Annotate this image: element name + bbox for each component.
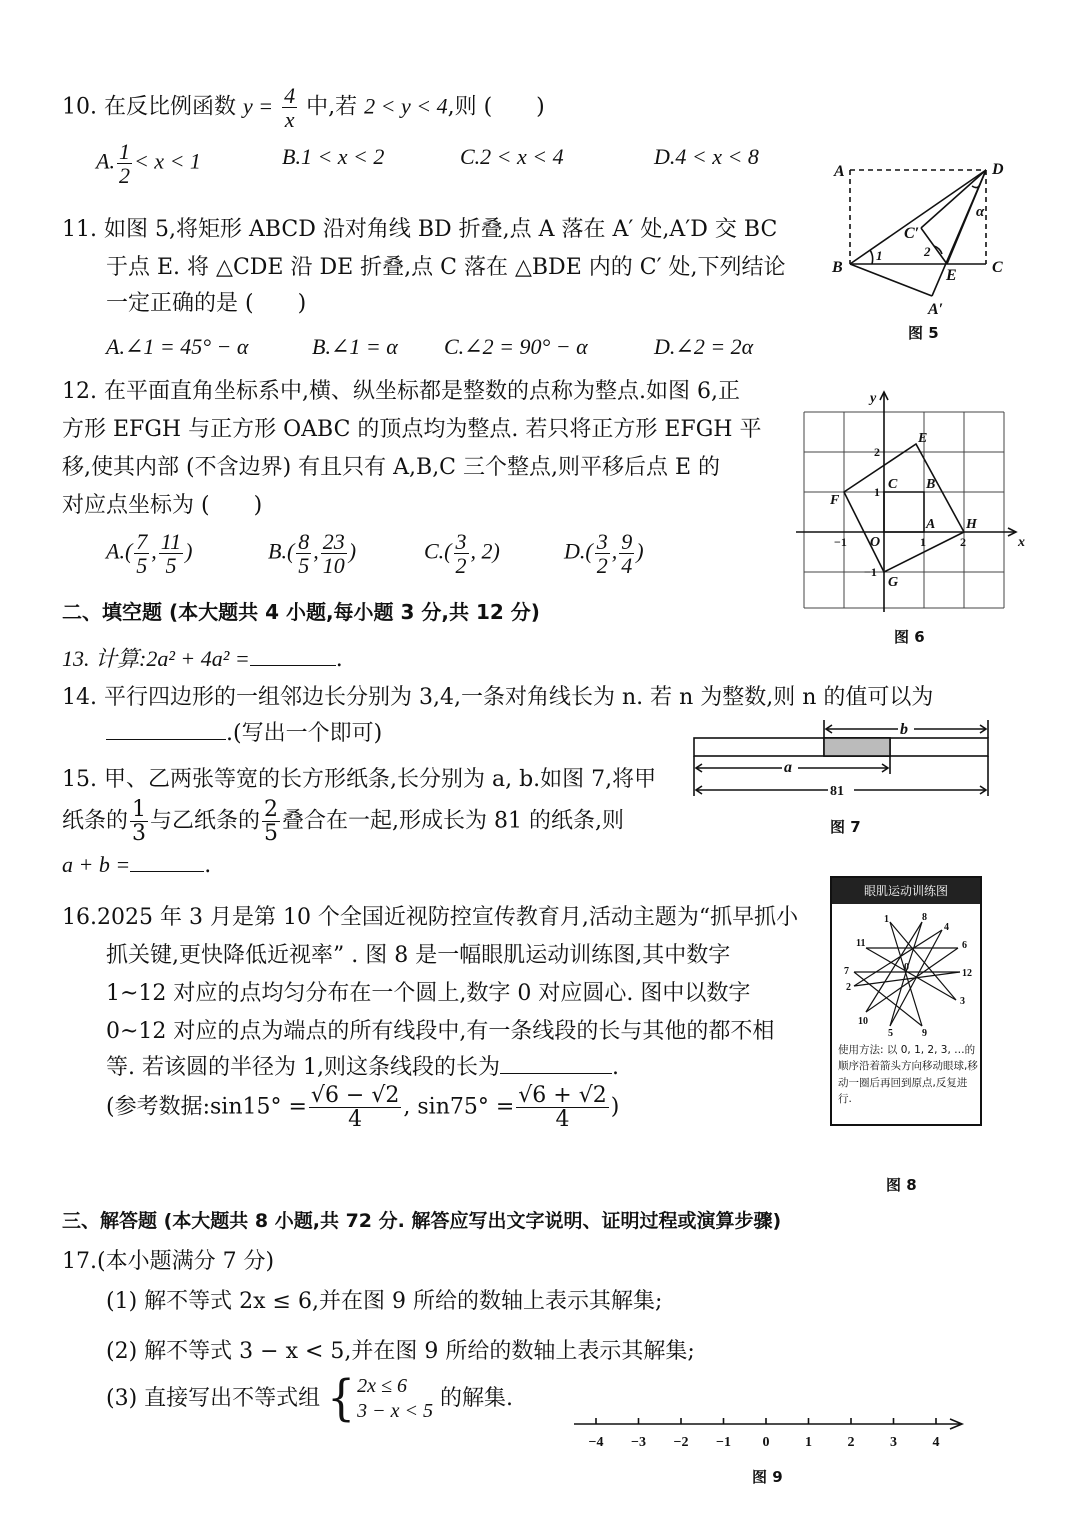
figure-5	[826, 150, 1016, 340]
q15-line1: 15. 甲、乙两张等宽的长方形纸条,长分别为 a, b.如图 7,将甲	[62, 767, 657, 792]
q10-stem: 10. 在反比例函数 y = $\frac{4}{x}$ 中,若 2 < y < 4,则 ( )	[62, 83, 545, 133]
figure-8	[830, 876, 982, 1126]
fig8-caption: 图 8	[886, 1176, 917, 1194]
fig8-num-10: 10	[858, 1016, 868, 1027]
fig6-point-f: F	[830, 493, 840, 508]
q10-option-d: D.4 < x < 8	[654, 144, 759, 169]
fig5-label-1: 1	[876, 248, 883, 263]
q12-line1: 12. 在平面直角坐标系中,横、纵坐标都是整数的点称为整点.如图 6,正	[62, 379, 740, 404]
fig5-label-alpha: α	[976, 204, 985, 220]
q10-option-c: C.2 < x < 4	[460, 144, 564, 169]
q16-line2: 抓关键,更快降低近视率” . 图 8 是一幅眼肌运动训练图,其中数字	[106, 943, 731, 968]
fig6-point-c: C	[888, 477, 898, 492]
q10-option-b: B.1 < x < 2	[282, 144, 385, 169]
figure-7	[690, 716, 994, 836]
fig6-point-o: O	[870, 535, 881, 550]
fig6-tick-x-neg1: −1	[834, 535, 847, 549]
fig8-num-9: 9	[922, 1028, 927, 1038]
fig9-tick-label: 2	[847, 1435, 855, 1450]
fig6-point-a: A	[926, 517, 936, 532]
fig6-point-e: E	[918, 431, 928, 446]
fig6-point-b: B	[926, 477, 936, 492]
fig9-tick-label: −2	[673, 1435, 689, 1450]
fig5-label-d: D	[992, 161, 1004, 178]
fig5-label-c: C	[992, 259, 1003, 276]
fig6-point-g: G	[888, 575, 899, 590]
q10-option-a: A. $\frac{1}{2}$ < x < 1	[96, 139, 201, 189]
fig6-tick-y-1: 1	[874, 485, 880, 499]
q11-line1: 11. 如图 5,将矩形 ABCD 沿对角线 BD 折叠,点 A 落在 A′ 处,A′D 交 BC	[62, 217, 778, 242]
fig7-label-81: 81	[830, 784, 844, 799]
fig8-title: 眼肌运动训练图	[832, 878, 980, 904]
fig7-label-b: b	[900, 721, 908, 738]
fig9-tick-label: 1	[805, 1435, 812, 1450]
figure-9	[570, 1410, 970, 1486]
q11-option-d: D.∠2 = 2α	[654, 334, 754, 359]
fig5-label-a-prime: A′	[928, 301, 944, 318]
fig8-num-3: 3	[960, 996, 965, 1007]
q16-line5: 等. 若该圆的半径为 1,则这条线段的长为 .	[106, 1055, 619, 1080]
fig9-tick-label: −1	[716, 1435, 731, 1450]
q11-option-b: B.∠1 = α	[312, 334, 398, 359]
fig6-point-h: H	[966, 517, 977, 532]
fig6-axis-x: x	[1018, 535, 1025, 550]
q11-option-a: A.∠1 = 45° − α	[106, 334, 249, 359]
q16-reference: (参考数据:sin15° = $\frac{√6 - √2}{4}$ , sin75° = $\frac{√6 + √2}{4}$ )	[106, 1083, 620, 1133]
fig9-tick-label: −3	[631, 1435, 646, 1450]
q14-line1: 14. 平行四边形的一组邻边长分别为 3,4,一条对角线长为 n. 若 n 为整数,则 n 的值可以为	[62, 685, 934, 710]
fig6-square-efgh	[844, 444, 964, 572]
q17-part1: (1) 解不等式 2x ≤ 6,并在图 9 所给的数轴上表示其解集;	[106, 1289, 663, 1314]
fig8-num-5: 5	[888, 1028, 893, 1038]
fig5-line-ba-prime	[850, 264, 932, 296]
fig6-axis-y: y	[870, 391, 877, 406]
fig5-label-e: E	[946, 267, 957, 284]
fig8-num-2: 2	[846, 982, 851, 993]
figure-6	[794, 386, 1026, 646]
fig6-tick-y-neg1: −1	[864, 565, 877, 579]
fig6-tick-x-1: 1	[920, 535, 926, 549]
q12-line4: 对应点坐标为 ( )	[62, 493, 263, 518]
q17-part3: (3) 直接写出不等式组 { 2x ≤ 6 3 − x < 5 的解集.	[106, 1370, 514, 1427]
q16-line1: 16.2025 年 3 月是第 10 个全国近视防控宣传教育月,活动主题为“抓早抓小	[62, 905, 799, 930]
q11-line2: 于点 E. 将 △CDE 沿 DE 折叠,点 C 落在 △BDE 内的 C′ 处,下列结论	[106, 255, 786, 280]
q11-line3: 一定正确的是 ( )	[106, 291, 307, 316]
fig5-label-c-prime: C′	[904, 225, 920, 242]
fig8-usage: 使用方法: 以 0, 1, 2, 3, …的顺序沿着箭头方向移动眼球,移动一圈后再回到原点,反复进行.	[838, 1044, 978, 1105]
fig5-caption: 图 5	[908, 324, 939, 342]
fig9-caption: 图 9	[752, 1468, 783, 1486]
q17-heading: 17.(本小题满分 7 分)	[62, 1249, 275, 1274]
q16-line3: 1~12 对应的点均匀分布在一个圆上,数字 0 对应圆心. 图中以数字	[106, 981, 751, 1006]
fig6-caption: 图 6	[894, 628, 925, 646]
q15-line2: 纸条的 $\frac{1}{3}$ 与乙纸条的 $\frac{2}{5}$ 叠合在一起,形成长为 81 的纸条,则	[62, 797, 624, 847]
fig8-num-1: 1	[884, 914, 889, 925]
fig6-tick-x-2: 2	[960, 535, 966, 549]
q12-line2: 方形 EFGH 与正方形 OABC 的顶点均为整点. 若只将正方形 EFGH 平	[62, 417, 762, 442]
fig5-label-2: 2	[924, 244, 931, 259]
fig8-num-0: 0	[904, 962, 909, 973]
fig8-num-8: 8	[922, 912, 927, 923]
fig6-tick-y-2: 2	[874, 445, 880, 459]
section-3-heading: 三、解答题 (本大题共 8 小题,共 72 分. 解答应写出文字说明、证明过程或演算步骤)	[62, 1210, 782, 1232]
fig7-caption: 图 7	[830, 818, 861, 836]
fig8-num-6: 6	[962, 940, 967, 951]
q12-option-a: A.( $\frac{7}{5}$ , $\frac{11}{5}$ )	[106, 529, 193, 579]
q16-line4: 0~12 对应的点为端点的所有线段中,有一条线段的长与其他的都不相	[106, 1019, 775, 1044]
q12-option-b: B.( $\frac{8}{5}$ , $\frac{23}{10}$ )	[268, 529, 357, 579]
fig8-num-4: 4	[944, 922, 949, 933]
q12-option-d: D.( $\frac{3}{2}$ , $\frac{9}{4}$ )	[564, 529, 644, 579]
fig9-tick-label: 4	[932, 1435, 940, 1450]
q13: 13. 计算:2a² + 4a² = .	[62, 646, 343, 672]
fig8-num-12: 12	[962, 968, 972, 979]
section-2-heading: 二、填空题 (本大题共 4 小题,每小题 3 分,共 12 分)	[62, 600, 540, 624]
fig8-num-7: 7	[844, 966, 849, 977]
fig9-tick-label: 0	[762, 1435, 770, 1450]
q14-line2: .(写出一个即可)	[106, 716, 382, 747]
fig5-angle1-arc	[870, 250, 873, 264]
fig9-tick-label: −4	[588, 1435, 604, 1450]
q12-option-c: C.( $\frac{3}{2}$ , 2)	[424, 529, 500, 579]
fig8-num-11: 11	[856, 938, 866, 949]
q17-part2: (2) 解不等式 3 − x < 5,并在图 9 所给的数轴上表示其解集;	[106, 1339, 695, 1364]
fig7-overlap	[824, 738, 890, 756]
fig6-square-oabc	[884, 492, 924, 532]
fig5-alpha-arc	[972, 184, 980, 188]
fig5-label-b: B	[832, 259, 843, 276]
fig7-label-a: a	[784, 759, 792, 776]
q12-line3: 移,使其内部 (不含边界) 有且只有 A,B,C 三个整点,则平移后点 E 的	[62, 455, 721, 480]
fig9-tick-label: 3	[890, 1435, 897, 1450]
q15-line3: a + b = .	[62, 852, 212, 878]
fig5-label-a: A	[834, 163, 845, 180]
q11-option-c: C.∠2 = 90° − α	[444, 334, 588, 359]
